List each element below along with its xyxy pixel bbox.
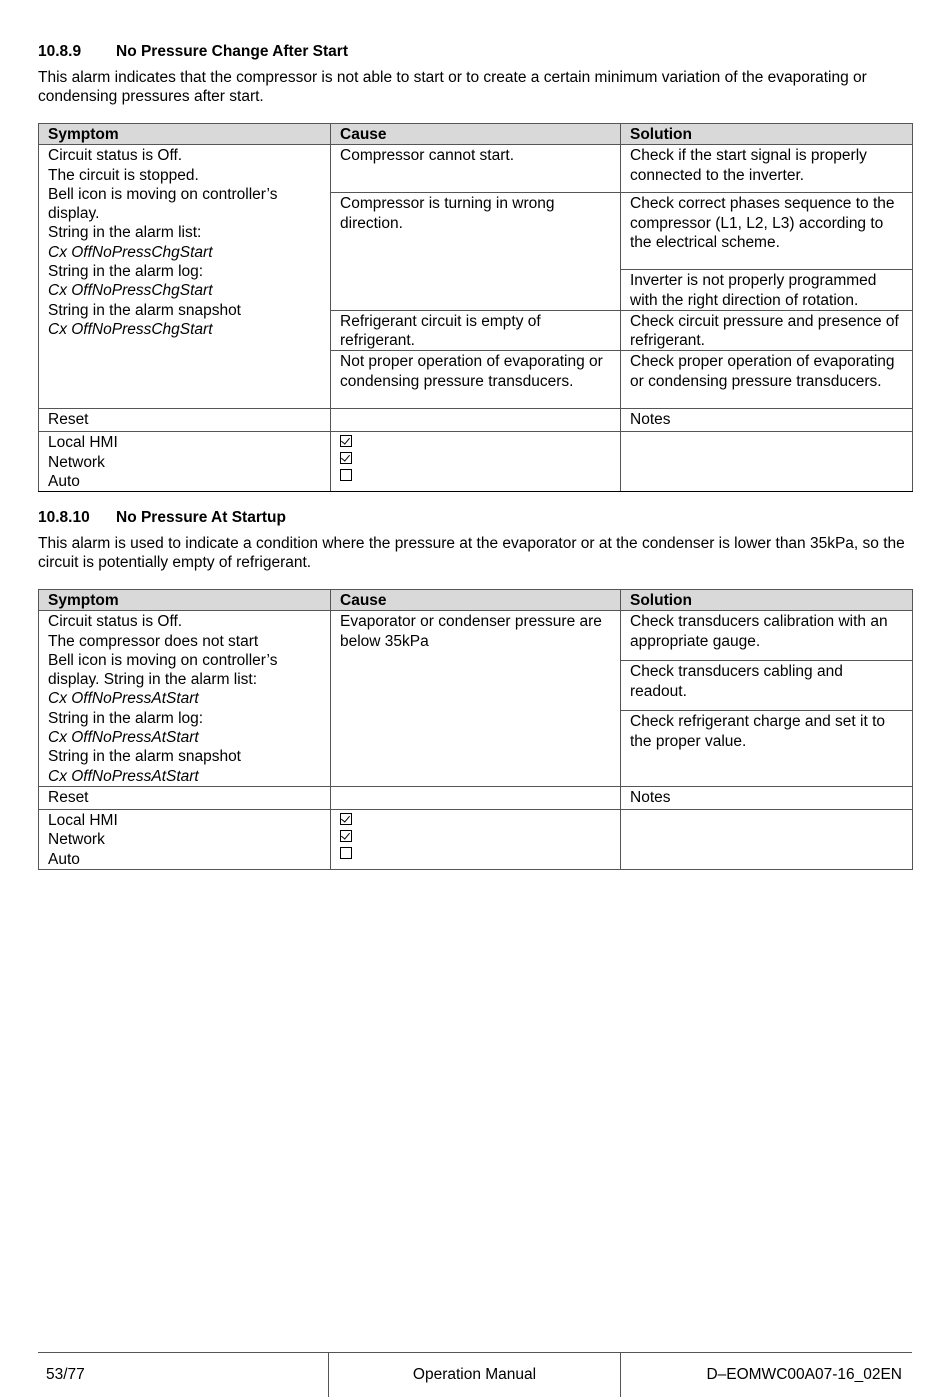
- header-solution: Solution: [621, 590, 913, 611]
- notes-label: Notes: [621, 409, 913, 432]
- solution-cell: Check if the start signal is properly connected to the inverter.: [621, 145, 913, 193]
- solution-cell: Check refrigerant charge and set it to the proper value.: [621, 711, 913, 787]
- solution-cell: Check correct phases sequence to the compressor (L1, L2, L3) according to the electrical scheme.: [621, 193, 913, 270]
- reset-mode-label: Network: [48, 831, 105, 849]
- reset-empty: [331, 786, 621, 809]
- alarm-table: [38, 589, 913, 870]
- notes-cell: [621, 809, 913, 869]
- page-footer: [38, 1352, 912, 1397]
- solution-cell: Check transducers calibration with an appropriate gauge.: [621, 611, 913, 661]
- section-intro: This alarm indicates that the compressor is not able to start or to create a certain minimum variation of the evaporating or condensing pressures after start.: [38, 69, 867, 105]
- checked-box-icon: [340, 813, 352, 825]
- reset-checkboxes: [331, 809, 621, 869]
- alarm-string: Cx OffNoPressAtStart: [48, 690, 199, 708]
- header-solution: Solution: [621, 124, 913, 145]
- header-cause: Cause: [331, 590, 621, 611]
- reset-checkboxes: [331, 432, 621, 492]
- section-intro: This alarm is used to indicate a condition where the pressure at the evaporator or at the condenser is lower than 35kPa, so the circuit is potentially empty of refrigerant.: [38, 535, 905, 571]
- symptom-cell: [39, 145, 331, 409]
- solution-cell: Check proper operation of evaporating or condensing pressure transducers.: [621, 351, 913, 409]
- alarm-table: [38, 123, 913, 492]
- section-number: 10.8.9: [38, 43, 82, 60]
- solution-cell: Check transducers cabling and readout.: [621, 661, 913, 711]
- table-header-row: [39, 590, 913, 611]
- reset-mode-label: Local HMI: [48, 434, 118, 452]
- alarm-string: Cx OffNoPressAtStart: [48, 767, 199, 785]
- symptom-line: String in the alarm log:: [48, 263, 204, 281]
- document-title: Operation Manual: [328, 1353, 621, 1397]
- reset-modes: [39, 432, 331, 492]
- alarm-string: Cx OffNoPressChgStart: [48, 243, 213, 261]
- solution-cell: Inverter is not properly programmed with the right direction of rotation.: [621, 270, 913, 311]
- section-heading: [38, 43, 348, 61]
- notes-cell: [621, 432, 913, 492]
- cause-cell: Compressor cannot start.: [331, 145, 621, 193]
- reset-mode-label: Auto: [48, 473, 80, 491]
- symptom-line: The compressor does not start: [48, 632, 259, 650]
- solution-cell: Check circuit pressure and presence of refrigerant.: [621, 310, 913, 351]
- section-heading: [38, 509, 286, 527]
- reset-empty: [331, 409, 621, 432]
- alarm-string: Cx OffNoPressChgStart: [48, 320, 213, 338]
- reset-mode-label: Auto: [48, 850, 80, 868]
- checked-box-icon: [340, 830, 352, 842]
- reset-mode-label: Local HMI: [48, 811, 118, 829]
- cause-cell: Evaporator or condenser pressure are below 35kPa: [331, 611, 621, 787]
- cause-cell: Not proper operation of evaporating or condensing pressure transducers.: [331, 351, 621, 409]
- cause-cell: Refrigerant circuit is empty of refrigerant.: [331, 310, 621, 351]
- notes-label: Notes: [621, 786, 913, 809]
- symptom-line: Circuit status is Off.: [48, 613, 183, 631]
- symptom-line: Circuit status is Off.: [48, 147, 183, 165]
- section-title: No Pressure Change After Start: [116, 43, 348, 60]
- symptom-line: String in the alarm snapshot: [48, 301, 241, 319]
- reset-mode-label: Network: [48, 453, 105, 471]
- symptom-line: Bell icon is moving on controller’s display. String in the alarm list:: [48, 651, 278, 689]
- symptom-line: String in the alarm snapshot: [48, 748, 241, 766]
- header-cause: Cause: [331, 124, 621, 145]
- unchecked-box-icon: [340, 469, 352, 481]
- reset-label: Reset: [39, 786, 331, 809]
- section-title: No Pressure At Startup: [116, 509, 286, 526]
- checked-box-icon: [340, 435, 352, 447]
- header-symptom: Symptom: [39, 124, 331, 145]
- page-number: 53/77: [46, 1366, 85, 1383]
- table-header-row: [39, 124, 913, 145]
- symptom-line: Bell icon is moving on controller’s display.: [48, 185, 278, 223]
- reset-label: Reset: [39, 409, 331, 432]
- alarm-string: Cx OffNoPressAtStart: [48, 729, 199, 747]
- symptom-line: String in the alarm list:: [48, 224, 202, 242]
- header-symptom: Symptom: [39, 590, 331, 611]
- symptom-line: The circuit is stopped.: [48, 166, 199, 184]
- symptom-line: String in the alarm log:: [48, 709, 204, 727]
- checked-box-icon: [340, 452, 352, 464]
- unchecked-box-icon: [340, 847, 352, 859]
- cause-cell: Compressor is turning in wrong direction.: [331, 193, 621, 311]
- reset-modes: [39, 809, 331, 869]
- symptom-cell: [39, 611, 331, 787]
- alarm-string: Cx OffNoPressChgStart: [48, 282, 213, 300]
- section-number: 10.8.10: [38, 509, 90, 526]
- document-code: D–EOMWC00A07-16_02EN: [706, 1366, 902, 1383]
